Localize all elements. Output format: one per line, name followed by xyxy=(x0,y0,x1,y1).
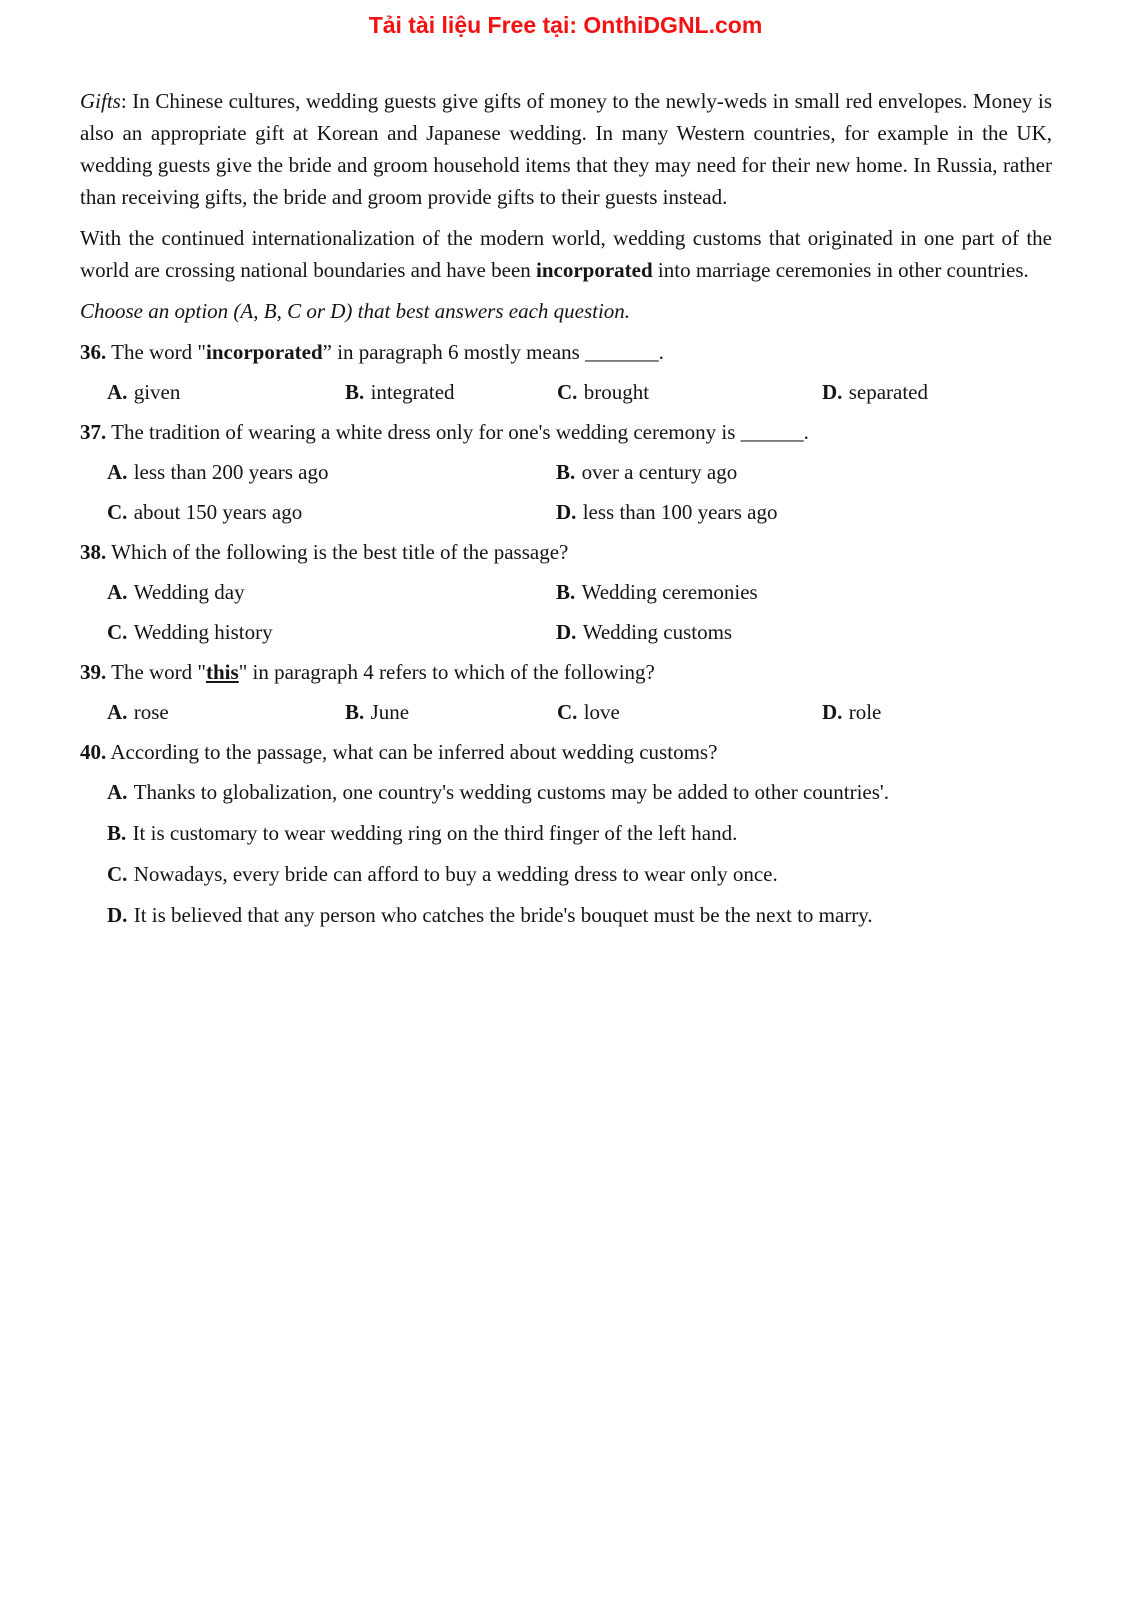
question-40-text: According to the passage, what can be inferred about wedding customs? xyxy=(106,740,718,764)
option-label: C. xyxy=(107,500,128,524)
question-36-option-d xyxy=(822,376,1052,408)
option-text: given xyxy=(133,380,181,404)
instruction-line: Choose an option (A, B, C or D) that best answers each question. xyxy=(80,299,631,323)
option-text: Wedding history xyxy=(133,620,273,644)
option-text: Wedding ceremonies xyxy=(581,580,758,604)
option-text: It is believed that any person who catches the bride's bouquet must be the next to marry. xyxy=(133,903,873,927)
option-text: Wedding day xyxy=(133,580,245,604)
page-header xyxy=(0,0,1131,39)
question-36-keyword: incorporated xyxy=(206,340,323,364)
question-37-option-d xyxy=(556,496,1052,528)
option-text: It is customary to wear wedding ring on the third finger of the left hand. xyxy=(132,821,738,845)
question-40-number: 40. xyxy=(80,740,107,764)
question-40-option-c xyxy=(107,858,1052,890)
question-39-option-c xyxy=(557,696,822,728)
question-40-prompt xyxy=(80,736,1052,768)
option-label: C. xyxy=(107,862,128,886)
option-label: D. xyxy=(822,380,843,404)
option-text: over a century ago xyxy=(581,460,738,484)
question-39-option-d xyxy=(822,696,1052,728)
question-38-text: Which of the following is the best title of the passage? xyxy=(106,540,569,564)
gifts-lead-word: Gifts xyxy=(80,89,121,113)
question-39-option-b xyxy=(345,696,557,728)
paragraph-internationalization xyxy=(80,222,1052,286)
option-text: rose xyxy=(133,700,169,724)
question-39-option-a xyxy=(107,696,345,728)
option-label: D. xyxy=(107,903,128,927)
p2-text-pre: With the continued internationalization of the modern world, wedding customs that originated in one part of the world are crossing national boundaries and have been xyxy=(80,226,1052,282)
option-text: Wedding customs xyxy=(582,620,733,644)
question-37-option-c xyxy=(107,496,556,528)
option-label: D. xyxy=(556,500,577,524)
question-40-option-a xyxy=(107,776,1052,808)
question-39-text-post: " in paragraph 4 refers to which of the following? xyxy=(238,660,655,684)
question-37-text: The tradition of wearing a white dress only for one's wedding ceremony is ______. xyxy=(106,420,809,444)
question-40 xyxy=(80,736,1052,931)
question-36-options xyxy=(80,376,1052,408)
option-text: about 150 years ago xyxy=(133,500,303,524)
question-39-text-pre: The word " xyxy=(106,660,206,684)
question-38-option-d xyxy=(556,616,1052,648)
option-label: B. xyxy=(345,700,365,724)
option-label: C. xyxy=(557,380,578,404)
option-label: A. xyxy=(107,380,128,404)
option-label: A. xyxy=(107,780,128,804)
question-36-option-b xyxy=(345,376,557,408)
question-38-options xyxy=(80,576,1052,648)
question-38-option-a xyxy=(107,576,556,608)
question-37 xyxy=(80,416,1052,528)
option-label: B. xyxy=(107,821,127,845)
option-label: A. xyxy=(107,460,128,484)
option-label: C. xyxy=(107,620,128,644)
option-label: D. xyxy=(556,620,577,644)
question-40-option-b xyxy=(107,817,1052,849)
option-label: B. xyxy=(556,580,576,604)
p2-keyword-incorporated: incorporated xyxy=(536,258,653,282)
question-38-option-c xyxy=(107,616,556,648)
header-watermark: Tải tài liệu Free tại: OnthiDGNL.com xyxy=(368,12,763,38)
option-label: A. xyxy=(107,700,128,724)
question-39-options xyxy=(80,696,1052,728)
option-label: C. xyxy=(557,700,578,724)
question-37-option-b xyxy=(556,456,1052,488)
option-text: integrated xyxy=(370,380,455,404)
question-40-options xyxy=(80,776,1052,931)
question-39-keyword: this xyxy=(206,660,239,684)
question-36-prompt xyxy=(80,336,1052,368)
option-text: brought xyxy=(583,380,650,404)
question-38 xyxy=(80,536,1052,648)
question-40-option-d xyxy=(107,899,1052,931)
question-36-text-pre: The word " xyxy=(106,340,206,364)
option-text: love xyxy=(583,700,620,724)
gifts-paragraph-text: : In Chinese cultures, wedding guests give gifts of money to the newly-weds in small red envelopes. Money is also an appropriate gift at Korean and Japanese wedding. In many Western countries, for example in the UK, wedding guests give the bride and groom household items that they may need for their new home. In Russia, rather than receiving gifts, the bride and groom provide gifts to their guests instead. xyxy=(80,89,1052,209)
question-37-option-a xyxy=(107,456,556,488)
question-36-number: 36. xyxy=(80,340,107,364)
option-text: less than 200 years ago xyxy=(133,460,329,484)
question-37-number: 37. xyxy=(80,420,107,444)
option-text: Nowadays, every bride can afford to buy a wedding dress to wear only once. xyxy=(133,862,778,886)
question-39-prompt xyxy=(80,656,1052,688)
question-37-options xyxy=(80,456,1052,528)
question-38-option-b xyxy=(556,576,1052,608)
question-36-option-a xyxy=(107,376,345,408)
question-36-option-c xyxy=(557,376,822,408)
question-38-number: 38. xyxy=(80,540,107,564)
question-36 xyxy=(80,336,1052,408)
question-39-number: 39. xyxy=(80,660,107,684)
p2-text-post: into marriage ceremonies in other countries. xyxy=(652,258,1029,282)
option-text: Thanks to globalization, one country's wedding customs may be added to other countries'. xyxy=(133,780,889,804)
option-label: B. xyxy=(345,380,365,404)
paragraph-gifts xyxy=(80,85,1052,213)
option-label: A. xyxy=(107,580,128,604)
question-37-prompt xyxy=(80,416,1052,448)
option-text: separated xyxy=(848,380,929,404)
option-text: role xyxy=(848,700,882,724)
option-text: less than 100 years ago xyxy=(582,500,778,524)
question-38-prompt xyxy=(80,536,1052,568)
option-label: D. xyxy=(822,700,843,724)
passage-content xyxy=(0,39,1131,931)
question-36-text-post: ” in paragraph 6 mostly means _______. xyxy=(322,340,664,364)
option-label: B. xyxy=(556,460,576,484)
option-text: June xyxy=(370,700,410,724)
question-39 xyxy=(80,656,1052,728)
